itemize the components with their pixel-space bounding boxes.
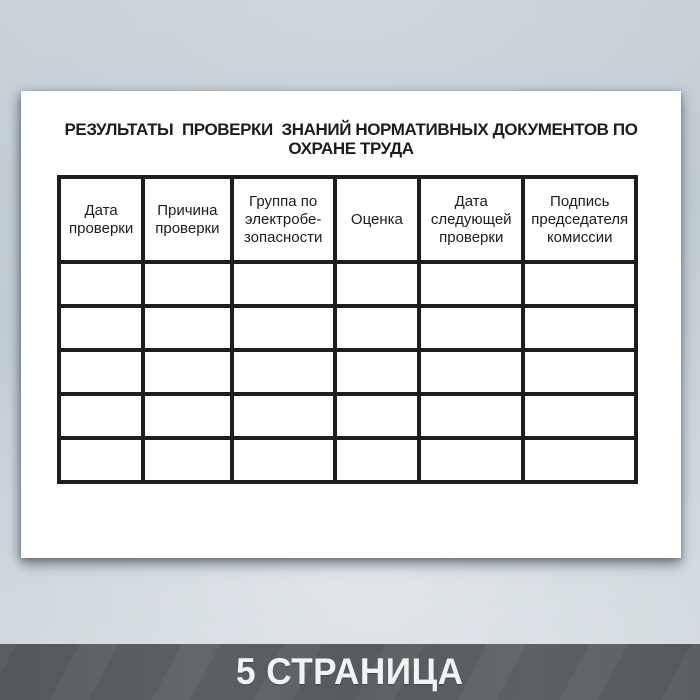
column-header: Причина проверки <box>143 177 231 262</box>
table-row <box>59 306 636 350</box>
table-cell <box>232 306 335 350</box>
table-cell <box>523 262 636 306</box>
table-cell <box>143 350 231 394</box>
table-cell <box>335 262 419 306</box>
page-number-label: 5 СТРАНИЦА <box>236 651 464 692</box>
table-cell <box>59 350 143 394</box>
table-cell <box>232 438 335 482</box>
results-table <box>57 175 638 484</box>
document-title-line2: ОХРАНЕ ТРУДА <box>288 139 414 158</box>
table-row <box>59 262 636 306</box>
page-footer-bar <box>0 644 700 700</box>
table-cell <box>232 350 335 394</box>
column-header: Дата следующей проверки <box>419 177 523 262</box>
table-row <box>59 350 636 394</box>
document-title-line1: РЕЗУЛЬТАТЫ ПРОВЕРКИ ЗНАНИЙ НОРМАТИВНЫХ ДОКУМЕНТОВ ПО <box>64 120 638 139</box>
table-cell <box>143 306 231 350</box>
table-cell <box>59 394 143 438</box>
table-row <box>59 394 636 438</box>
table-cell <box>335 438 419 482</box>
table-cell <box>419 306 523 350</box>
document-title <box>29 120 673 158</box>
column-header: Группа по электробе-зопасности <box>232 177 335 262</box>
table-cell <box>143 438 231 482</box>
table-cell <box>523 306 636 350</box>
table-cell <box>232 394 335 438</box>
table-cell <box>59 306 143 350</box>
document-page <box>21 91 681 558</box>
table-cell <box>419 394 523 438</box>
table-cell <box>419 350 523 394</box>
header-row <box>59 177 636 262</box>
table-cell <box>523 394 636 438</box>
table-cell <box>59 438 143 482</box>
table-cell <box>523 438 636 482</box>
column-header: Дата проверки <box>59 177 143 262</box>
table-row <box>59 438 636 482</box>
table-cell <box>335 394 419 438</box>
table-cell <box>335 350 419 394</box>
table-cell <box>419 438 523 482</box>
table-cell <box>232 262 335 306</box>
table-cell <box>523 350 636 394</box>
table-cell <box>59 262 143 306</box>
table-cell <box>335 306 419 350</box>
results-table-head <box>59 177 636 262</box>
table-cell <box>419 262 523 306</box>
table-cell <box>143 394 231 438</box>
column-header: Подпись председателя комиссии <box>523 177 636 262</box>
column-header: Оценка <box>335 177 419 262</box>
table-cell <box>143 262 231 306</box>
results-table-body <box>59 262 636 482</box>
